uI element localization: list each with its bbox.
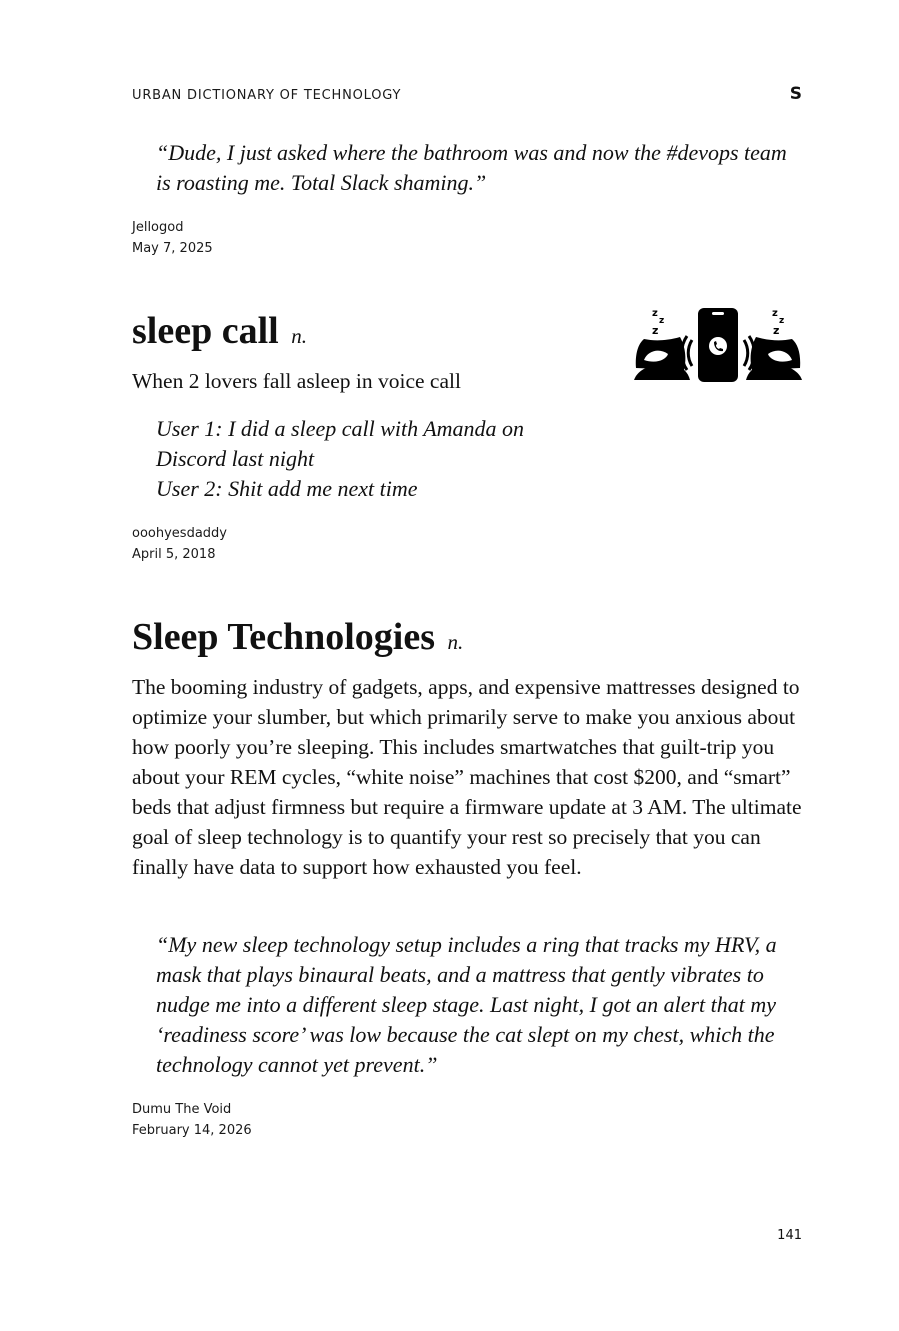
page-number: 141 [777, 1228, 802, 1243]
part-of-speech: n. [447, 630, 464, 654]
svg-text:z: z [772, 308, 778, 319]
entry-author: Jellogod [132, 220, 184, 235]
entry-date: February 14, 2026 [132, 1123, 252, 1138]
part-of-speech: n. [291, 324, 307, 348]
example-line: User 2: Shit add me next time [156, 476, 418, 501]
entry-headword [132, 615, 463, 664]
svg-text:z: z [652, 308, 658, 319]
svg-text:z: z [779, 316, 785, 326]
entry-author: Dumu The Void [132, 1102, 232, 1117]
entry-definition: The booming industry of gadgets, apps, and expensive mattresses designed to optimize your slumber, but which primarily serve to make you anxious about how poorly you’re sleeping. This includes smartwatches that guilt-trip you about your REM cycles, “white noise” machines that cost $200, and “smart” beds that adjust firmness but require a firmware update at 3 AM. The ultimate goal of sleep technology is to quantify your rest so precisely that you can finally have data to support how exhausted you feel. [132, 675, 802, 879]
entry-date: May 7, 2025 [132, 241, 213, 256]
headword-text: Sleep Technologies [132, 616, 435, 658]
entry-example-dialogue [156, 414, 576, 504]
entry-date: April 5, 2018 [132, 547, 216, 562]
entry-byline [132, 1099, 252, 1141]
example-line: User 1: I did a sleep call with Amanda on [156, 416, 525, 441]
entry-headword [132, 309, 307, 358]
entry-author: ooohyesdaddy [132, 526, 227, 541]
section-letter: S [789, 84, 802, 104]
entry-example-quote: “My new sleep technology setup includes a ring that tracks my HRV, a mask that plays binaural beats, and a mattress that gently vibrates to nudge me into a different sleep stage. Last night, I got an alert that my ‘readiness score’ was low because the cat slept on my chest, which the technology cannot yet prevent.” [156, 932, 777, 1077]
entry-byline [132, 523, 227, 565]
svg-text:z: z [773, 324, 780, 337]
headword-text: sleep call [132, 310, 279, 352]
example-line: Discord last night [156, 446, 315, 471]
svg-text:z: z [659, 316, 665, 326]
running-head: URBAN DICTIONARY OF TECHNOLOGY [132, 88, 402, 103]
svg-text:z: z [652, 324, 659, 337]
entry-byline [132, 217, 213, 259]
entry-example-quote: “Dude, I just asked where the bathroom was and now the #devops team is roasting me. Total Slack shaming.” [156, 140, 787, 195]
entry-definition: When 2 lovers fall asleep in voice call [132, 369, 461, 393]
